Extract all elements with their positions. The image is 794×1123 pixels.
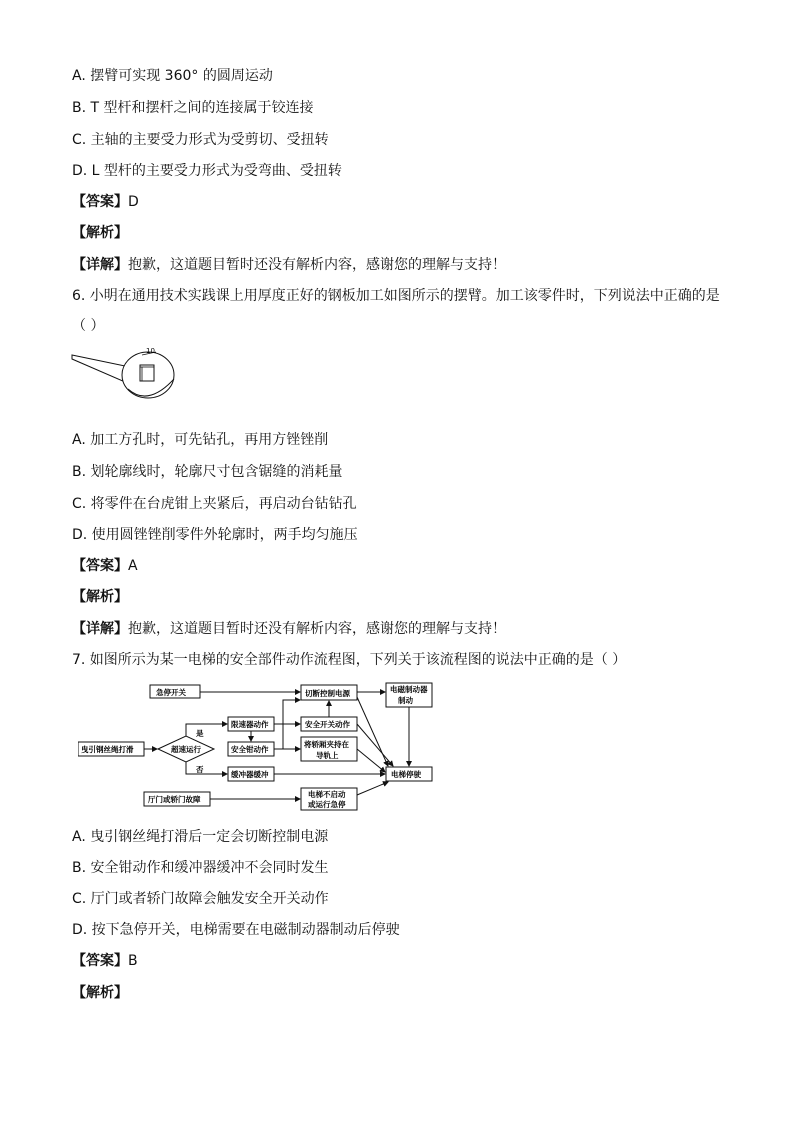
node-brake-label-1: 电磁制动器 [390, 685, 428, 694]
q6-figure-dimension: 10 [146, 347, 155, 355]
q7-analysis-label: 【解析】 [72, 985, 128, 1001]
q7-option-a: A. 曳引钢丝绳打滑后一定会切断控制电源 [72, 829, 329, 845]
node-clamp-label-1: 将轿厢夹持在 [304, 740, 349, 749]
swing-arm-figure [70, 345, 180, 410]
node-no-start-label-2: 或运行急停 [308, 800, 346, 809]
node-door-fault-label: 厅门或轿门故障 [148, 795, 201, 804]
q6-answer [72, 556, 138, 576]
q5-detail [72, 255, 506, 275]
elevator-flowchart [78, 680, 438, 815]
q5-answer-value: D [128, 194, 139, 210]
q7-stem: 7. 如图所示为某一电梯的安全部件动作流程图，下列关于该流程图的说法中正确的是（ ） [72, 652, 627, 668]
q7-option-b: B. 安全钳动作和缓冲器缓冲不会同时发生 [72, 860, 329, 876]
q6-analysis-label: 【解析】 [72, 589, 128, 605]
q7-answer-value: B [128, 953, 138, 969]
node-speed-limiter-label: 限速器动作 [231, 720, 269, 729]
q5-detail-label: 【详解】 [72, 257, 128, 273]
node-rope-slip-label: 曳引钢丝绳打滑 [81, 745, 134, 754]
q5-answer-label: 【答案】 [72, 194, 128, 210]
node-emergency-switch-label: 急停开关 [156, 688, 186, 697]
node-elevator-stop-label: 电梯停驶 [391, 770, 421, 779]
q6-detail-label: 【详解】 [72, 621, 128, 637]
q6-detail-text: 抱歉，这道题目暂时还没有解析内容，感谢您的理解与支持！ [128, 621, 506, 637]
q5-option-b: B. T 型杆和摆杆之间的连接属于铰连接 [72, 100, 314, 116]
q6-detail [72, 619, 506, 639]
node-clamp-label-2: 导轨上 [316, 751, 339, 760]
q6-option-c: C. 将零件在台虎钳上夹紧后，再启动台钻钻孔 [72, 496, 357, 512]
q6-stem: 6. 小明在通用技术实践课上用厚度正好的钢板加工如图所示的摆臂。加工该零件时，下列说法中正确的是 [72, 288, 720, 304]
node-overspeed-label: 超速运行 [171, 745, 201, 754]
q7-answer-label: 【答案】 [72, 953, 128, 969]
q5-option-a: A. 摆臂可实现 360° 的圆周运动 [72, 68, 273, 84]
q5-option-c: C. 主轴的主要受力形式为受剪切、受扭转 [72, 132, 329, 148]
branch-yes-label: 是 [196, 729, 204, 738]
q6-stem-bracket: （ ） [72, 318, 105, 334]
q6-option-a: A. 加工方孔时，可先钻孔，再用方锉锉削 [72, 432, 329, 448]
node-cut-power-label: 切断控制电源 [305, 689, 350, 698]
q5-option-d: D. L 型杆的主要受力形式为受弯曲、受扭转 [72, 163, 342, 179]
q5-answer [72, 192, 139, 212]
node-no-start-label-1: 电梯不启动 [308, 790, 346, 799]
branch-no-label: 否 [196, 765, 204, 774]
node-safety-switch-label: 安全开关动作 [305, 720, 350, 729]
q6-option-b: B. 划轮廓线时，轮廓尺寸包含锯缝的消耗量 [72, 464, 343, 480]
node-brake-label-2: 制动 [398, 696, 413, 705]
q7-option-c: C. 厅门或者轿门故障会触发安全开关动作 [72, 891, 329, 907]
q7-answer [72, 951, 138, 971]
node-buffer-label: 缓冲器缓冲 [231, 770, 269, 779]
q6-answer-label: 【答案】 [72, 558, 128, 574]
q6-option-d: D. 使用圆锉锉削零件外轮廓时，两手均匀施压 [72, 527, 358, 543]
q6-answer-value: A [128, 558, 138, 574]
q5-analysis-label: 【解析】 [72, 225, 128, 241]
node-safety-gear-label: 安全钳动作 [231, 745, 269, 754]
q5-detail-text: 抱歉，这道题目暂时还没有解析内容，感谢您的理解与支持！ [128, 257, 506, 273]
q7-option-d: D. 按下急停开关，电梯需要在电磁制动器制动后停驶 [72, 922, 400, 938]
